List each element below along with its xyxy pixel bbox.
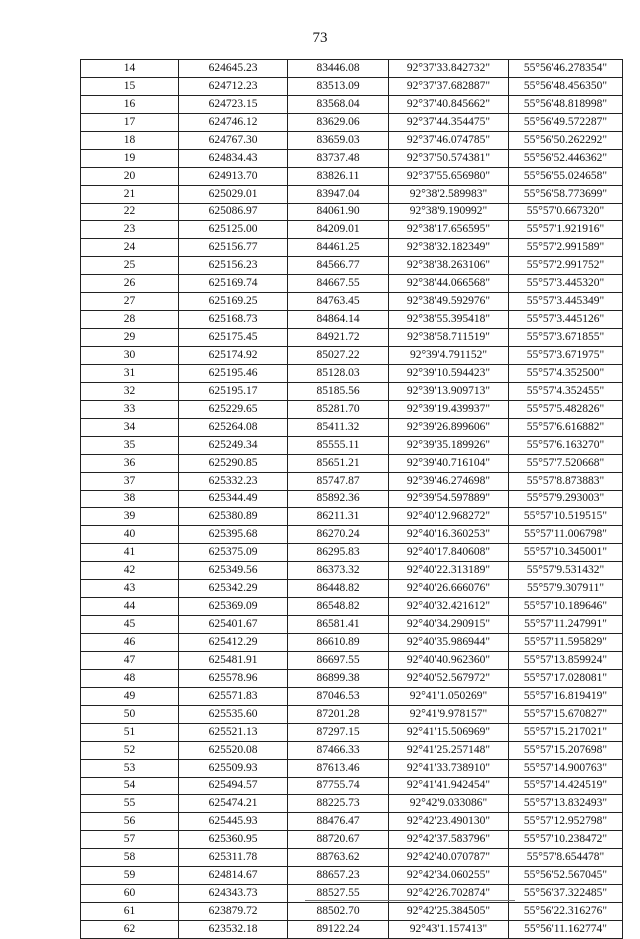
latitude-cell: 55°57'11.595829"	[509, 634, 623, 652]
point-number-cell: 14	[81, 60, 179, 78]
y-coordinate-cell: 84763.45	[288, 293, 389, 311]
y-coordinate-cell: 83568.04	[288, 95, 389, 113]
latitude-cell: 55°57'3.445349"	[509, 293, 623, 311]
point-number-cell: 36	[81, 454, 179, 472]
x-coordinate-cell: 625578.96	[179, 669, 288, 687]
latitude-cell: 55°56'49.572287"	[509, 113, 623, 131]
x-coordinate-cell: 625169.25	[179, 293, 288, 311]
longitude-cell: 92°38'32.182349"	[389, 239, 509, 257]
y-coordinate-cell: 85281.70	[288, 400, 389, 418]
y-coordinate-cell: 88476.47	[288, 813, 389, 831]
point-number-cell: 57	[81, 831, 179, 849]
y-coordinate-cell: 83737.48	[288, 149, 389, 167]
x-coordinate-cell: 624814.67	[179, 867, 288, 885]
x-coordinate-cell: 625360.95	[179, 831, 288, 849]
point-number-cell: 38	[81, 490, 179, 508]
longitude-cell: 92°37'40.845662"	[389, 95, 509, 113]
latitude-cell: 55°56'48.456350"	[509, 77, 623, 95]
coordinates-table-body	[81, 60, 623, 939]
point-number-cell: 23	[81, 221, 179, 239]
longitude-cell: 92°42'25.384505"	[389, 903, 509, 921]
point-number-cell: 56	[81, 813, 179, 831]
x-coordinate-cell: 625395.68	[179, 526, 288, 544]
latitude-cell: 55°56'37.322485"	[509, 885, 623, 903]
table-row	[81, 329, 623, 347]
x-coordinate-cell: 625380.89	[179, 508, 288, 526]
latitude-cell: 55°57'11.247991"	[509, 616, 623, 634]
table-row	[81, 221, 623, 239]
table-row	[81, 60, 623, 78]
table-row	[81, 777, 623, 795]
point-number-cell: 46	[81, 634, 179, 652]
point-number-cell: 45	[81, 616, 179, 634]
x-coordinate-cell: 625369.09	[179, 598, 288, 616]
latitude-cell: 55°57'13.859924"	[509, 651, 623, 669]
table-row	[81, 311, 623, 329]
table-row	[81, 454, 623, 472]
point-number-cell: 37	[81, 472, 179, 490]
x-coordinate-cell: 624645.23	[179, 60, 288, 78]
x-coordinate-cell: 625156.23	[179, 257, 288, 275]
point-number-cell: 41	[81, 544, 179, 562]
table-row	[81, 741, 623, 759]
longitude-cell: 92°40'32.421612"	[389, 598, 509, 616]
longitude-cell: 92°37'44.354475"	[389, 113, 509, 131]
latitude-cell: 55°57'10.519515"	[509, 508, 623, 526]
table-row	[81, 95, 623, 113]
longitude-cell: 92°38'55.395418"	[389, 311, 509, 329]
longitude-cell: 92°41'15.506969"	[389, 723, 509, 741]
point-number-cell: 30	[81, 347, 179, 365]
longitude-cell: 92°39'13.909713"	[389, 382, 509, 400]
latitude-cell: 55°57'3.671975"	[509, 347, 623, 365]
point-number-cell: 28	[81, 311, 179, 329]
y-coordinate-cell: 83826.11	[288, 167, 389, 185]
point-number-cell: 29	[81, 329, 179, 347]
x-coordinate-cell: 624913.70	[179, 167, 288, 185]
longitude-cell: 92°42'34.060255"	[389, 867, 509, 885]
table-row	[81, 616, 623, 634]
x-coordinate-cell: 625344.49	[179, 490, 288, 508]
x-coordinate-cell: 625174.92	[179, 347, 288, 365]
y-coordinate-cell: 88225.73	[288, 795, 389, 813]
point-number-cell: 20	[81, 167, 179, 185]
table-row	[81, 400, 623, 418]
latitude-cell: 55°56'11.162774"	[509, 921, 623, 939]
x-coordinate-cell: 625249.34	[179, 436, 288, 454]
latitude-cell: 55°56'58.773699"	[509, 185, 623, 203]
x-coordinate-cell: 623532.18	[179, 921, 288, 939]
table-row	[81, 544, 623, 562]
longitude-cell: 92°38'49.592976"	[389, 293, 509, 311]
longitude-cell: 92°41'33.738910"	[389, 759, 509, 777]
y-coordinate-cell: 83446.08	[288, 60, 389, 78]
table-row	[81, 167, 623, 185]
point-number-cell: 52	[81, 741, 179, 759]
point-number-cell: 53	[81, 759, 179, 777]
table-row	[81, 275, 623, 293]
longitude-cell: 92°39'26.899606"	[389, 418, 509, 436]
x-coordinate-cell: 625311.78	[179, 849, 288, 867]
point-number-cell: 26	[81, 275, 179, 293]
y-coordinate-cell: 88763.62	[288, 849, 389, 867]
latitude-cell: 55°57'1.921916"	[509, 221, 623, 239]
latitude-cell: 55°57'4.352455"	[509, 382, 623, 400]
x-coordinate-cell: 625375.09	[179, 544, 288, 562]
point-number-cell: 19	[81, 149, 179, 167]
x-coordinate-cell: 625445.93	[179, 813, 288, 831]
point-number-cell: 55	[81, 795, 179, 813]
y-coordinate-cell: 87755.74	[288, 777, 389, 795]
longitude-cell: 92°40'17.840608"	[389, 544, 509, 562]
table-row	[81, 598, 623, 616]
y-coordinate-cell: 87466.33	[288, 741, 389, 759]
coordinates-table	[80, 59, 623, 939]
point-number-cell: 18	[81, 131, 179, 149]
y-coordinate-cell: 86448.82	[288, 580, 389, 598]
longitude-cell: 92°39'19.439937"	[389, 400, 509, 418]
longitude-cell: 92°38'58.711519"	[389, 329, 509, 347]
point-number-cell: 58	[81, 849, 179, 867]
point-number-cell: 59	[81, 867, 179, 885]
latitude-cell: 55°57'14.424519"	[509, 777, 623, 795]
longitude-cell: 92°40'16.360253"	[389, 526, 509, 544]
y-coordinate-cell: 84209.01	[288, 221, 389, 239]
x-coordinate-cell: 625535.60	[179, 705, 288, 723]
latitude-cell: 55°56'55.024658"	[509, 167, 623, 185]
longitude-cell: 92°40'52.567972"	[389, 669, 509, 687]
latitude-cell: 55°57'9.531432"	[509, 562, 623, 580]
latitude-cell: 55°56'50.262292"	[509, 131, 623, 149]
y-coordinate-cell: 87201.28	[288, 705, 389, 723]
table-row	[81, 203, 623, 221]
latitude-cell: 55°57'3.445320"	[509, 275, 623, 293]
longitude-cell: 92°38'9.190992"	[389, 203, 509, 221]
x-coordinate-cell: 625195.17	[179, 382, 288, 400]
point-number-cell: 62	[81, 921, 179, 939]
longitude-cell: 92°40'26.666076"	[389, 580, 509, 598]
point-number-cell: 24	[81, 239, 179, 257]
latitude-cell: 55°57'17.028081"	[509, 669, 623, 687]
point-number-cell: 17	[81, 113, 179, 131]
longitude-cell: 92°41'25.257148"	[389, 741, 509, 759]
y-coordinate-cell: 84921.72	[288, 329, 389, 347]
y-coordinate-cell: 87046.53	[288, 687, 389, 705]
y-coordinate-cell: 87613.46	[288, 759, 389, 777]
y-coordinate-cell: 88720.67	[288, 831, 389, 849]
longitude-cell: 92°37'50.574381"	[389, 149, 509, 167]
y-coordinate-cell: 83947.04	[288, 185, 389, 203]
y-coordinate-cell: 84061.90	[288, 203, 389, 221]
point-number-cell: 15	[81, 77, 179, 95]
y-coordinate-cell: 86295.83	[288, 544, 389, 562]
x-coordinate-cell: 625332.23	[179, 472, 288, 490]
longitude-cell: 92°41'41.942454"	[389, 777, 509, 795]
longitude-cell: 92°37'55.656980"	[389, 167, 509, 185]
longitude-cell: 92°42'26.702874"	[389, 885, 509, 903]
point-number-cell: 32	[81, 382, 179, 400]
latitude-cell: 55°57'2.991752"	[509, 257, 623, 275]
longitude-cell: 92°42'23.490130"	[389, 813, 509, 831]
table-row	[81, 813, 623, 831]
longitude-cell: 92°38'44.066568"	[389, 275, 509, 293]
x-coordinate-cell: 625229.65	[179, 400, 288, 418]
longitude-cell: 92°40'34.290915"	[389, 616, 509, 634]
latitude-cell: 55°57'15.670827"	[509, 705, 623, 723]
x-coordinate-cell: 625175.45	[179, 329, 288, 347]
table-row	[81, 418, 623, 436]
table-row	[81, 436, 623, 454]
y-coordinate-cell: 88527.55	[288, 885, 389, 903]
y-coordinate-cell: 84566.77	[288, 257, 389, 275]
y-coordinate-cell: 86373.32	[288, 562, 389, 580]
y-coordinate-cell: 86899.38	[288, 669, 389, 687]
x-coordinate-cell: 625474.21	[179, 795, 288, 813]
y-coordinate-cell: 86697.55	[288, 651, 389, 669]
point-number-cell: 51	[81, 723, 179, 741]
longitude-cell: 92°41'1.050269"	[389, 687, 509, 705]
y-coordinate-cell: 89122.24	[288, 921, 389, 939]
x-coordinate-cell: 625412.29	[179, 634, 288, 652]
y-coordinate-cell: 85555.11	[288, 436, 389, 454]
x-coordinate-cell: 624343.73	[179, 885, 288, 903]
point-number-cell: 40	[81, 526, 179, 544]
point-number-cell: 44	[81, 598, 179, 616]
longitude-cell: 92°42'37.583796"	[389, 831, 509, 849]
x-coordinate-cell: 625195.46	[179, 364, 288, 382]
longitude-cell: 92°43'1.157413"	[389, 921, 509, 939]
latitude-cell: 55°57'3.671855"	[509, 329, 623, 347]
point-number-cell: 48	[81, 669, 179, 687]
latitude-cell: 55°57'2.991589"	[509, 239, 623, 257]
table-row	[81, 508, 623, 526]
latitude-cell: 55°56'52.567045"	[509, 867, 623, 885]
y-coordinate-cell: 85027.22	[288, 347, 389, 365]
longitude-cell: 92°40'12.968272"	[389, 508, 509, 526]
table-row	[81, 867, 623, 885]
point-number-cell: 35	[81, 436, 179, 454]
latitude-cell: 55°56'46.278354"	[509, 60, 623, 78]
point-number-cell: 34	[81, 418, 179, 436]
latitude-cell: 55°57'15.207698"	[509, 741, 623, 759]
y-coordinate-cell: 86581.41	[288, 616, 389, 634]
x-coordinate-cell: 625571.83	[179, 687, 288, 705]
longitude-cell: 92°39'54.597889"	[389, 490, 509, 508]
table-row	[81, 921, 623, 939]
x-coordinate-cell: 625156.77	[179, 239, 288, 257]
table-row	[81, 651, 623, 669]
longitude-cell: 92°39'4.791152"	[389, 347, 509, 365]
x-coordinate-cell: 625349.56	[179, 562, 288, 580]
table-row	[81, 634, 623, 652]
table-row	[81, 382, 623, 400]
table-row	[81, 149, 623, 167]
x-coordinate-cell: 625494.57	[179, 777, 288, 795]
x-coordinate-cell: 625086.97	[179, 203, 288, 221]
latitude-cell: 55°57'8.873883"	[509, 472, 623, 490]
latitude-cell: 55°57'6.163270"	[509, 436, 623, 454]
latitude-cell: 55°56'52.446362"	[509, 149, 623, 167]
x-coordinate-cell: 625168.73	[179, 311, 288, 329]
longitude-cell: 92°42'40.070787"	[389, 849, 509, 867]
table-row	[81, 759, 623, 777]
longitude-cell: 92°37'33.842732"	[389, 60, 509, 78]
x-coordinate-cell: 624746.12	[179, 113, 288, 131]
table-row	[81, 831, 623, 849]
y-coordinate-cell: 83659.03	[288, 131, 389, 149]
longitude-cell: 92°38'38.263106"	[389, 257, 509, 275]
y-coordinate-cell: 86270.24	[288, 526, 389, 544]
table-row	[81, 526, 623, 544]
table-row	[81, 293, 623, 311]
longitude-cell: 92°37'46.074785"	[389, 131, 509, 149]
latitude-cell: 55°57'5.482826"	[509, 400, 623, 418]
x-coordinate-cell: 625481.91	[179, 651, 288, 669]
point-number-cell: 39	[81, 508, 179, 526]
y-coordinate-cell: 88657.23	[288, 867, 389, 885]
point-number-cell: 61	[81, 903, 179, 921]
y-coordinate-cell: 85892.36	[288, 490, 389, 508]
x-coordinate-cell: 625401.67	[179, 616, 288, 634]
latitude-cell: 55°57'3.445126"	[509, 311, 623, 329]
y-coordinate-cell: 88502.70	[288, 903, 389, 921]
footer-divider	[305, 900, 515, 901]
y-coordinate-cell: 85747.87	[288, 472, 389, 490]
x-coordinate-cell: 623879.72	[179, 903, 288, 921]
table-row	[81, 77, 623, 95]
point-number-cell: 27	[81, 293, 179, 311]
latitude-cell: 55°57'13.832493"	[509, 795, 623, 813]
x-coordinate-cell: 625169.74	[179, 275, 288, 293]
longitude-cell: 92°37'37.682887"	[389, 77, 509, 95]
latitude-cell: 55°57'9.307911"	[509, 580, 623, 598]
latitude-cell: 55°57'10.345001"	[509, 544, 623, 562]
point-number-cell: 25	[81, 257, 179, 275]
latitude-cell: 55°57'8.654478"	[509, 849, 623, 867]
point-number-cell: 31	[81, 364, 179, 382]
longitude-cell: 92°42'9.033086"	[389, 795, 509, 813]
y-coordinate-cell: 84461.25	[288, 239, 389, 257]
point-number-cell: 50	[81, 705, 179, 723]
latitude-cell: 55°57'10.238472"	[509, 831, 623, 849]
table-row	[81, 795, 623, 813]
point-number-cell: 16	[81, 95, 179, 113]
table-row	[81, 364, 623, 382]
latitude-cell: 55°57'16.819419"	[509, 687, 623, 705]
y-coordinate-cell: 87297.15	[288, 723, 389, 741]
latitude-cell: 55°57'10.189646"	[509, 598, 623, 616]
table-row	[81, 687, 623, 705]
y-coordinate-cell: 86211.31	[288, 508, 389, 526]
latitude-cell: 55°57'9.293003"	[509, 490, 623, 508]
longitude-cell: 92°40'35.986944"	[389, 634, 509, 652]
x-coordinate-cell: 625264.08	[179, 418, 288, 436]
longitude-cell: 92°39'46.274698"	[389, 472, 509, 490]
longitude-cell: 92°39'35.189926"	[389, 436, 509, 454]
point-number-cell: 60	[81, 885, 179, 903]
page-number: 73	[312, 30, 328, 46]
point-number-cell: 33	[81, 400, 179, 418]
x-coordinate-cell: 625290.85	[179, 454, 288, 472]
table-row	[81, 903, 623, 921]
x-coordinate-cell: 625509.93	[179, 759, 288, 777]
longitude-cell: 92°38'17.656595"	[389, 221, 509, 239]
table-row	[81, 562, 623, 580]
table-row	[81, 705, 623, 723]
latitude-cell: 55°57'11.006798"	[509, 526, 623, 544]
longitude-cell: 92°40'40.962360"	[389, 651, 509, 669]
latitude-cell: 55°56'48.818998"	[509, 95, 623, 113]
point-number-cell: 47	[81, 651, 179, 669]
y-coordinate-cell: 84667.55	[288, 275, 389, 293]
latitude-cell: 55°57'12.952798"	[509, 813, 623, 831]
point-number-cell: 21	[81, 185, 179, 203]
x-coordinate-cell: 625521.13	[179, 723, 288, 741]
table-row	[81, 472, 623, 490]
table-row	[81, 257, 623, 275]
x-coordinate-cell: 625125.00	[179, 221, 288, 239]
y-coordinate-cell: 86610.89	[288, 634, 389, 652]
x-coordinate-cell: 625029.01	[179, 185, 288, 203]
longitude-cell: 92°39'10.594423"	[389, 364, 509, 382]
point-number-cell: 42	[81, 562, 179, 580]
table-row	[81, 347, 623, 365]
table-row	[81, 185, 623, 203]
point-number-cell: 54	[81, 777, 179, 795]
table-row	[81, 669, 623, 687]
table-row	[81, 723, 623, 741]
y-coordinate-cell: 85651.21	[288, 454, 389, 472]
point-number-cell: 49	[81, 687, 179, 705]
y-coordinate-cell: 86548.82	[288, 598, 389, 616]
longitude-cell: 92°40'22.313189"	[389, 562, 509, 580]
y-coordinate-cell: 83629.06	[288, 113, 389, 131]
y-coordinate-cell: 85411.32	[288, 418, 389, 436]
x-coordinate-cell: 625520.08	[179, 741, 288, 759]
point-number-cell: 43	[81, 580, 179, 598]
table-row	[81, 849, 623, 867]
table-row	[81, 239, 623, 257]
x-coordinate-cell: 624767.30	[179, 131, 288, 149]
longitude-cell: 92°38'2.589983"	[389, 185, 509, 203]
y-coordinate-cell: 84864.14	[288, 311, 389, 329]
longitude-cell: 92°41'9.978157"	[389, 705, 509, 723]
x-coordinate-cell: 624712.23	[179, 77, 288, 95]
latitude-cell: 55°57'0.667320"	[509, 203, 623, 221]
y-coordinate-cell: 85128.03	[288, 364, 389, 382]
latitude-cell: 55°57'14.900763"	[509, 759, 623, 777]
table-row	[81, 131, 623, 149]
latitude-cell: 55°57'6.616882"	[509, 418, 623, 436]
longitude-cell: 92°39'40.716104"	[389, 454, 509, 472]
table-row	[81, 580, 623, 598]
table-row	[81, 490, 623, 508]
latitude-cell: 55°56'22.316276"	[509, 903, 623, 921]
latitude-cell: 55°57'4.352500"	[509, 364, 623, 382]
y-coordinate-cell: 85185.56	[288, 382, 389, 400]
x-coordinate-cell: 625342.29	[179, 580, 288, 598]
table-row	[81, 113, 623, 131]
x-coordinate-cell: 624834.43	[179, 149, 288, 167]
latitude-cell: 55°57'15.217021"	[509, 723, 623, 741]
y-coordinate-cell: 83513.09	[288, 77, 389, 95]
point-number-cell: 22	[81, 203, 179, 221]
x-coordinate-cell: 624723.15	[179, 95, 288, 113]
latitude-cell: 55°57'7.520668"	[509, 454, 623, 472]
